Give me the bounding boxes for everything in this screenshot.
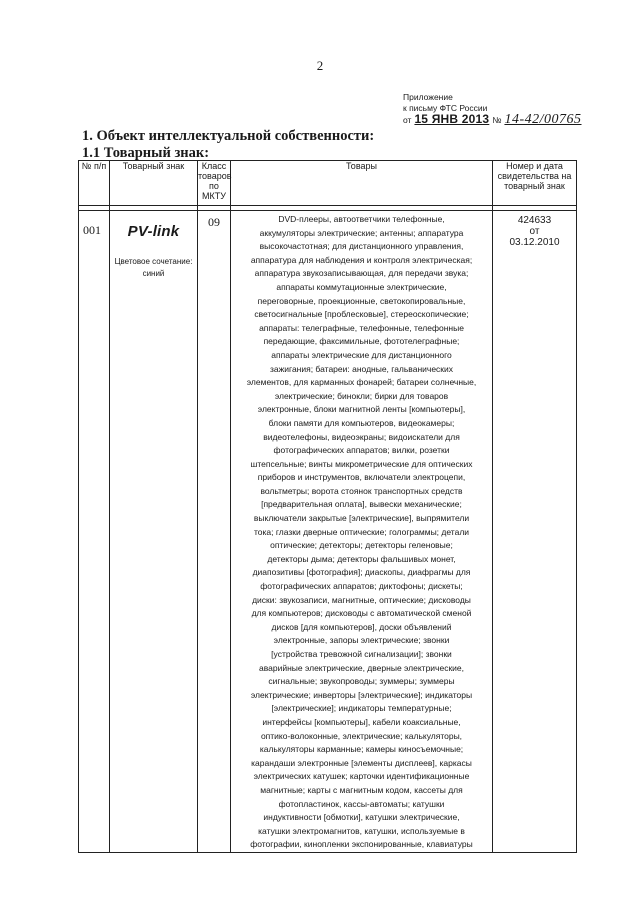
goods-line: аварийные электрические, дверные электрические, [258, 662, 465, 673]
goods-line: светосигнальные [проблесковые], стереоскопические; [254, 309, 469, 320]
appendix-from-label: от [403, 115, 412, 125]
goods-line: аппаратура звукозаписывающая, для передачи звука; [254, 268, 469, 279]
goods-line: аппараты: телеграфные, телефонные, телефонные [259, 322, 464, 333]
goods-line: оптические; детекторы; детекторы геленовые; [270, 540, 453, 551]
goods-line: видеотелефоны, видеоэкраны; видоискатели для [263, 431, 460, 442]
appendix-no-label: № [492, 115, 502, 125]
goods-line: передающие, факсимильные, фототелеграфные; [263, 336, 460, 347]
header-goods: Товары [231, 161, 493, 206]
color-description: Цветовое сочетание: синий [114, 257, 193, 278]
goods-line: электронные, блоки магнитной ленты [компьютеры], [257, 404, 466, 415]
appendix-date: 15 ЯНВ 2013 [414, 112, 490, 126]
goods-line: аппараты коммутационные электрические, [276, 281, 447, 292]
goods-line: выключатели закрытые [электрические], выпрямители [253, 513, 470, 524]
goods-list [231, 211, 493, 853]
goods-line: интерфейсы [компьютеры], кабели коаксиальные, [262, 716, 461, 727]
registration-number: 424633 [517, 215, 552, 226]
registration-from: от [529, 226, 540, 237]
goods-line: электрические; бинокли; бирки для товаров [274, 390, 449, 401]
header-number: № п/п [79, 161, 110, 206]
goods-line: фотографии, кинопленки экспонированные, клавиатуры [250, 839, 473, 850]
goods-line: DVD-плееры, автоответчики телефонные, [278, 214, 445, 224]
goods-line: детекторы дыма; детекторы фальшивых монет, [267, 553, 456, 564]
goods-line: аппараты электрические для дистанционного [271, 349, 452, 360]
goods-line: диски: звукозаписи, магнитные, оптические; дисководы [252, 594, 471, 605]
appendix-title: Приложение [403, 92, 453, 102]
goods-line: аппаратура для наблюдения и контроля электрическая; [250, 254, 473, 265]
goods-line: элементов, для карманных фонарей; батареи солнечные, [246, 377, 477, 388]
appendix-letter-ref: к письму ФТС России [403, 102, 488, 113]
goods-line: фотографических аппаратов; диктофоны; дискеты; [260, 581, 463, 592]
goods-line: зажигания; батареи: анодные, гальванических [269, 363, 454, 374]
goods-line: электронные, запоры электрические; звонки [273, 635, 450, 646]
goods-line: аккумуляторы электрические; антенны; аппаратура [259, 227, 464, 238]
goods-line: оптико-волоконные, электрические; калькуляторы, [260, 730, 463, 741]
goods-line: электрических катушек; карточки идентификационные [253, 771, 470, 782]
goods-line: дисков [для компьютеров], доски объявлений [271, 621, 452, 632]
goods-line: катушки электромагнитов, катушки, используемые в [258, 825, 465, 836]
goods-lines [233, 213, 490, 852]
goods-line: для компьютеров; дисководы с автоматической сменой [251, 608, 472, 619]
goods-line: [устройства тревожной сигнализации]; звонки [271, 649, 452, 659]
goods-line: [предварительная оплата], вывески механические; [261, 499, 462, 510]
goods-line: блоки памяти для компьютеров, видеокамеры; [268, 417, 455, 428]
goods-line: карандаши электронные [элементы дисплеев], каркасы [251, 757, 472, 768]
pv-link-logo: PV-link [127, 223, 180, 240]
header-registration: Номер и дата свидетельства на товарный знак [493, 161, 577, 206]
table-header-row [79, 161, 577, 206]
section-heading: 1. Объект интеллектуальной собственности: [82, 128, 375, 144]
trademark-table [78, 160, 577, 853]
goods-line: фотопластинок, кассы-автоматы; катушки [278, 798, 445, 809]
appendix-stamp [403, 92, 582, 126]
appendix-number: 14-42/00765 [504, 112, 582, 127]
goods-line: вольтметры; ворота стоянок транспортных средств [260, 485, 463, 496]
goods-line: электрические; инверторы [электрические]; индикаторы [250, 689, 473, 700]
mktu-class: 09 [198, 211, 231, 853]
goods-line: индуктивности [обмотки], катушки электрические, [263, 812, 460, 823]
goods-line: калькуляторы карманные; камеры киносъемочные; [259, 744, 464, 755]
goods-line: приборов и инструментов, включатели электроцепи, [257, 472, 466, 483]
subsection-heading: 1.1 Товарный знак: [82, 145, 210, 161]
registration-date: 03.12.2010 [509, 237, 560, 248]
appendix-date-line [403, 114, 582, 126]
goods-line: тока; глазки дверные оптические; голограммы; детали [253, 526, 470, 537]
goods-line: магнитные; карты с магнитным кодом, кассеты для [260, 784, 463, 795]
goods-line: высокочастотная; для дистанционного управления, [259, 241, 464, 252]
goods-line: диапозитивы [фотография]; диаскопы, диафрагмы для [252, 567, 471, 578]
header-trademark: Товарный знак [110, 161, 198, 206]
row-number: 001 [79, 211, 110, 853]
goods-line: сигнальные; звукопроводы; зуммеры; зуммеры [268, 676, 455, 687]
goods-line: переговорные, проекционные, светокопировальные, [257, 295, 466, 306]
goods-line: штепсельные; винты микрометрические для оптических [250, 458, 473, 469]
table-row [79, 211, 577, 853]
header-class: Класс товаров по МКТУ [198, 161, 231, 206]
page-number: 2 [316, 58, 324, 73]
goods-line: фотографических аппаратов; вилки, розетки [273, 445, 450, 456]
goods-line: [электрические]; индикаторы температурные; [271, 703, 452, 714]
trademark-cell [110, 211, 198, 853]
registration-cell [493, 211, 577, 853]
